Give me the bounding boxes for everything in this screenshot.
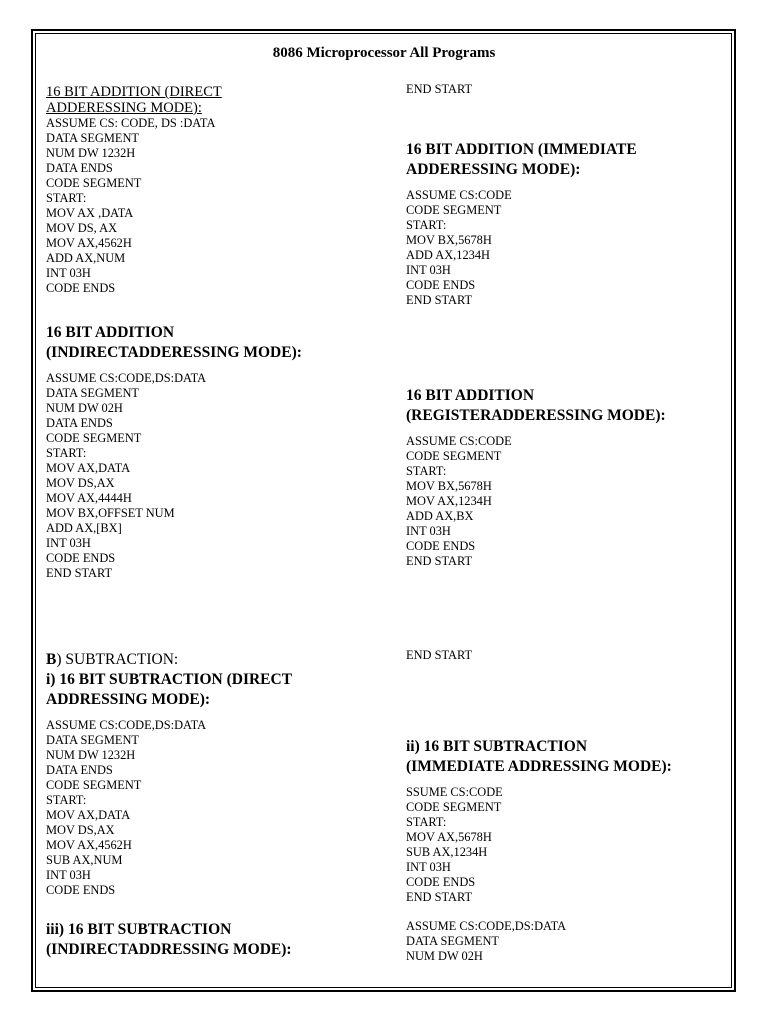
code-line: MOV BX,OFFSET NUM: [46, 506, 175, 520]
code-line: START:: [406, 815, 447, 829]
code-line: MOV DS, AX: [46, 221, 118, 235]
code-line: MOV BX,5678H: [406, 479, 492, 493]
section-heading: 16 BIT ADDITION (DIRECT ADDERESSING MODE):: [46, 84, 222, 116]
code-line: MOV BX,5678H: [406, 233, 492, 247]
code-line: START:: [406, 218, 447, 232]
code-line: END START: [406, 890, 473, 904]
code-line: DATA ENDS: [46, 763, 113, 777]
code-line: INT 03H: [406, 263, 451, 277]
section-subtraction-direct: [46, 650, 386, 898]
code-line: NUM DW 02H: [406, 949, 483, 963]
end-start-line: END START: [406, 648, 473, 662]
section-heading: 16 BIT ADDITION (REGISTERADDERESSING MODE):: [406, 387, 666, 424]
section-16bit-addition-direct: [46, 84, 386, 296]
code-line: END START: [406, 554, 473, 568]
code-line: ASSUME CS:CODE: [406, 434, 512, 448]
code-line: MOV AX,4562H: [46, 236, 132, 250]
code-line: END START: [406, 293, 473, 307]
code-line: INT 03H: [46, 266, 91, 280]
code-line: ASSUME CS:CODE,DS:DATA: [406, 919, 567, 933]
section-heading: 16 BIT ADDITION (INDIRECTADDERESSING MODE):: [46, 324, 302, 361]
code-line: MOV DS,AX: [46, 476, 115, 490]
code-line: NUM DW 02H: [46, 401, 123, 415]
code-line: START:: [46, 793, 87, 807]
code-line: ADD AX,BX: [406, 509, 474, 523]
code-line: MOV AX,1234H: [406, 494, 492, 508]
code-line: ASSUME CS:CODE: [406, 188, 512, 202]
code-line: ADD AX,[BX]: [46, 521, 122, 535]
code-line: DATA ENDS: [46, 161, 113, 175]
code-line: DATA SEGMENT: [46, 733, 139, 747]
code-line: ADD AX,NUM: [46, 251, 126, 265]
code-line: MOV AX ,DATA: [46, 206, 134, 220]
code-line: SUB AX,1234H: [406, 845, 488, 859]
code-line: CODE ENDS: [406, 278, 476, 292]
section-subtraction-indirect-code: [406, 919, 726, 964]
code-line: CODE SEGMENT: [406, 203, 502, 217]
code-line: MOV AX,DATA: [46, 461, 131, 475]
code-line: CODE SEGMENT: [406, 449, 502, 463]
end-start-line: END START: [406, 82, 473, 96]
page-title: 8086 Microprocessor All Programs: [272, 45, 496, 61]
code-line: DATA ENDS: [46, 416, 113, 430]
code-line: START:: [46, 191, 87, 205]
code-line: ASSUME CS:CODE,DS:DATA: [46, 718, 207, 732]
code-line: MOV AX,4444H: [46, 491, 132, 505]
section-heading: ii) 16 BIT SUBTRACTION (IMMEDIATE ADDRESSING MODE):: [406, 738, 672, 775]
code-line: ASSUME CS: CODE, DS :DATA: [46, 116, 216, 130]
code-line: NUM DW 1232H: [46, 146, 136, 160]
code-line: NUM DW 1232H: [46, 748, 136, 762]
code-line: INT 03H: [406, 524, 451, 538]
part-heading: B) SUBTRACTION:: [46, 651, 179, 668]
code-line: INT 03H: [46, 868, 91, 882]
code-line: CODE SEGMENT: [46, 778, 142, 792]
code-line: DATA SEGMENT: [406, 934, 499, 948]
code-line: DATA SEGMENT: [46, 131, 139, 145]
code-line: MOV AX,4562H: [46, 838, 132, 852]
section-16bit-addition-indirect: [46, 323, 386, 581]
code-line: CODE ENDS: [46, 883, 116, 897]
code-line: SUB AX,NUM: [46, 853, 123, 867]
section-heading: i) 16 BIT SUBTRACTION (DIRECT ADDRESSING MODE):: [46, 671, 293, 708]
code-listing: [406, 434, 726, 569]
code-listing: [406, 919, 726, 964]
code-line: CODE SEGMENT: [406, 800, 502, 814]
code-line: CODE ENDS: [46, 551, 116, 565]
code-line: CODE ENDS: [406, 875, 476, 889]
code-line: MOV AX,5678H: [406, 830, 492, 844]
code-line: CODE SEGMENT: [46, 431, 142, 445]
code-line: DATA SEGMENT: [46, 386, 139, 400]
section-subtraction-indirect: [46, 920, 386, 960]
code-listing: [406, 188, 726, 308]
code-line: INT 03H: [406, 860, 451, 874]
code-line: START:: [406, 464, 447, 478]
code-line: CODE SEGMENT: [46, 176, 142, 190]
section-heading: iii) 16 BIT SUBTRACTION (INDIRECTADDRESSING MODE):: [46, 921, 292, 958]
code-line: START:: [46, 446, 87, 460]
code-line: MOV DS,AX: [46, 823, 115, 837]
code-line: MOV AX,DATA: [46, 808, 131, 822]
code-line: END START: [46, 566, 113, 580]
code-listing: [46, 116, 386, 296]
section-subtraction-immediate: [406, 737, 736, 905]
section-16bit-addition-register: [406, 386, 726, 569]
code-line: INT 03H: [46, 536, 91, 550]
code-line: ASSUME CS:CODE,DS:DATA: [46, 371, 207, 385]
code-line: CODE ENDS: [46, 281, 116, 295]
section-16bit-addition-immediate: [406, 140, 726, 308]
code-listing: [46, 371, 386, 581]
code-listing: [406, 785, 736, 905]
section-heading: 16 BIT ADDITION (IMMEDIATE ADDERESSING MODE):: [406, 141, 637, 178]
code-line: CODE ENDS: [406, 539, 476, 553]
code-listing: [46, 718, 386, 898]
code-line: SSUME CS:CODE: [406, 785, 503, 799]
code-line: ADD AX,1234H: [406, 248, 490, 262]
